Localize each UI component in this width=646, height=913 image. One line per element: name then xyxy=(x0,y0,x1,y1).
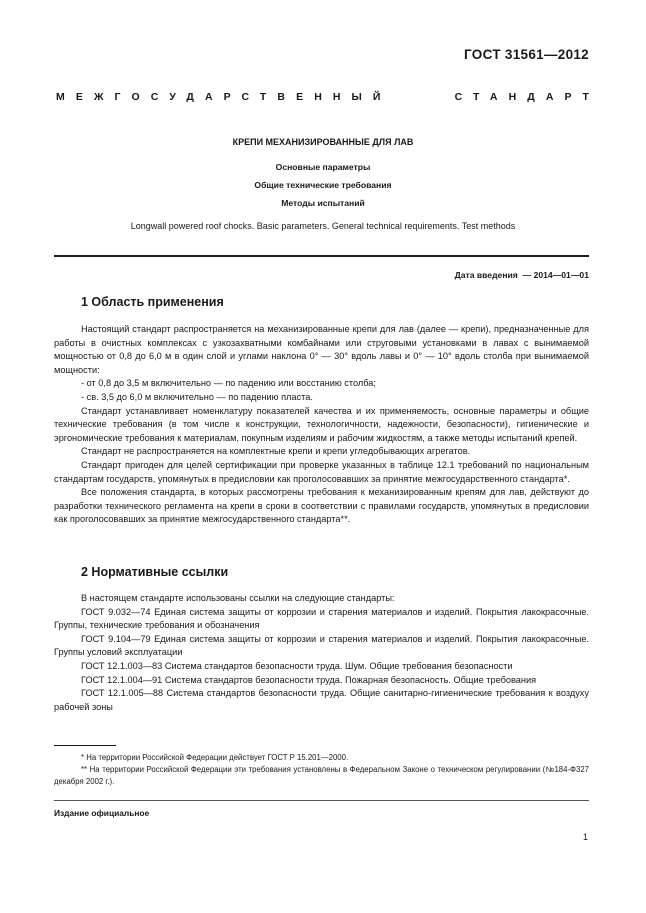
gost-number: ГОСТ 31561—2012 xyxy=(464,47,589,62)
footnotes xyxy=(54,752,589,789)
paragraph: Стандарт не распространяется на комплектные крепи и крепи угледобывающих агрегатов. xyxy=(81,446,471,457)
intro-date: Дата введения — 2014—01—01 xyxy=(454,270,589,280)
title-divider xyxy=(54,255,589,257)
footnote-divider xyxy=(54,745,116,746)
footer-divider xyxy=(54,800,589,801)
reference-item: ГОСТ 9.104—79 Единая система защиты от коррозии и старения материалов и изделий. Покрытия лакокрасочные. Группы условий эксплуатации xyxy=(54,633,589,658)
official-edition-label: Издание официальное xyxy=(54,808,150,818)
subtitle-requirements: Общие технические требования xyxy=(254,180,392,190)
paragraph: Все положения стандарта, в которых рассмотрены требования к механизированным крепям для лав, действуют до разработки технического регламента на крепи в сроки в соответствии с правилами государств, упомянутых в предисловии как проголосовавших за принятие межгосударственного стандарта**. xyxy=(54,487,589,525)
paragraph: Стандарт пригоден для целей сертификации при проверке указанных в таблице 12.1 требований по национальным стандартам государств, упомянутых в предисловии как проголосовавших за принятие межгосударственного стандарта*. xyxy=(54,459,589,484)
banner-standard: СТАНДАРТ xyxy=(454,91,600,103)
reference-item: ГОСТ 12.1.005—88 Система стандартов безопасности труда. Общие санитарно-гигиенические требования к воздуху рабочей зоны xyxy=(54,688,589,712)
reference-item: ГОСТ 12.1.004—91 Система стандартов безопасности труда. Пожарная безопасность. Общие требования xyxy=(81,674,537,685)
document-title: КРЕПИ МЕХАНИЗИРОВАННЫЕ ДЛЯ ЛАВ xyxy=(232,137,414,147)
reference-item: ГОСТ 12.1.003—83 Система стандартов безопасности труда. Шум. Общие требования безопасности xyxy=(81,660,513,671)
english-title: Longwall powered roof chocks. Basic parameters. General technical requirements. Test methods xyxy=(130,221,516,231)
paragraph: В настоящем стандарте использованы ссылки на следующие стандарты: xyxy=(81,593,395,603)
list-item: - от 0,8 до 3,5 м включительно — по падению или восстанию столба; xyxy=(81,378,376,389)
paragraph: Настоящий стандарт распространяется на механизированные крепи для лав (далее — крепи), предназначенные для работы в очистных комплексах с узкозахватными комбайнами или струговыми установками в лавах с вынимаемой мощностью от 0,8 до 6,0 м в один слой и углами наклона 0° — 30° вдоль лавы и 0° — 10° вдоль столба при вынимаемой мощности: xyxy=(54,324,589,375)
page-number: 1 xyxy=(582,832,588,842)
paragraph: Стандарт устанавливает номенклатуру показателей качества и их применяемость, основные параметры и общие технические требования (в том числе к конструкции, технологичности, надежности, безопасности), гигиенические и эргономические требования к материалам, покупным изделиям и рабочим жидкостям, а также методы испытаний крепей. xyxy=(54,405,589,443)
section-references-body xyxy=(54,592,589,714)
reference-item: ГОСТ 9.032—74 Единая система защиты от коррозии и старения материалов и изделий. Покрытия лакокрасочные. Группы, технические требования и обозначения xyxy=(54,606,589,631)
subtitle-test-methods: Методы испытаний xyxy=(281,198,365,208)
list-item: - св. 3,5 до 6,0 м включительно — по падению пласта. xyxy=(81,391,313,402)
banner-interstate: МЕЖГОСУДАРСТВЕННЫЙ xyxy=(56,91,392,103)
subtitle-parameters: Основные параметры xyxy=(275,162,371,172)
section-scope-body xyxy=(54,323,589,527)
section-heading-references: 2 Нормативные ссылки xyxy=(81,565,229,579)
footnote: * На территории Российской Федерации действует ГОСТ Р 15.201—2000. xyxy=(81,753,349,762)
footnote: ** На территории Российской Федерации эти требования установлены в Федеральном Законе о техническом регулировании (№184-Ф327 декабря 2002 г.). xyxy=(54,765,589,787)
section-heading-scope: 1 Область применения xyxy=(81,295,224,309)
